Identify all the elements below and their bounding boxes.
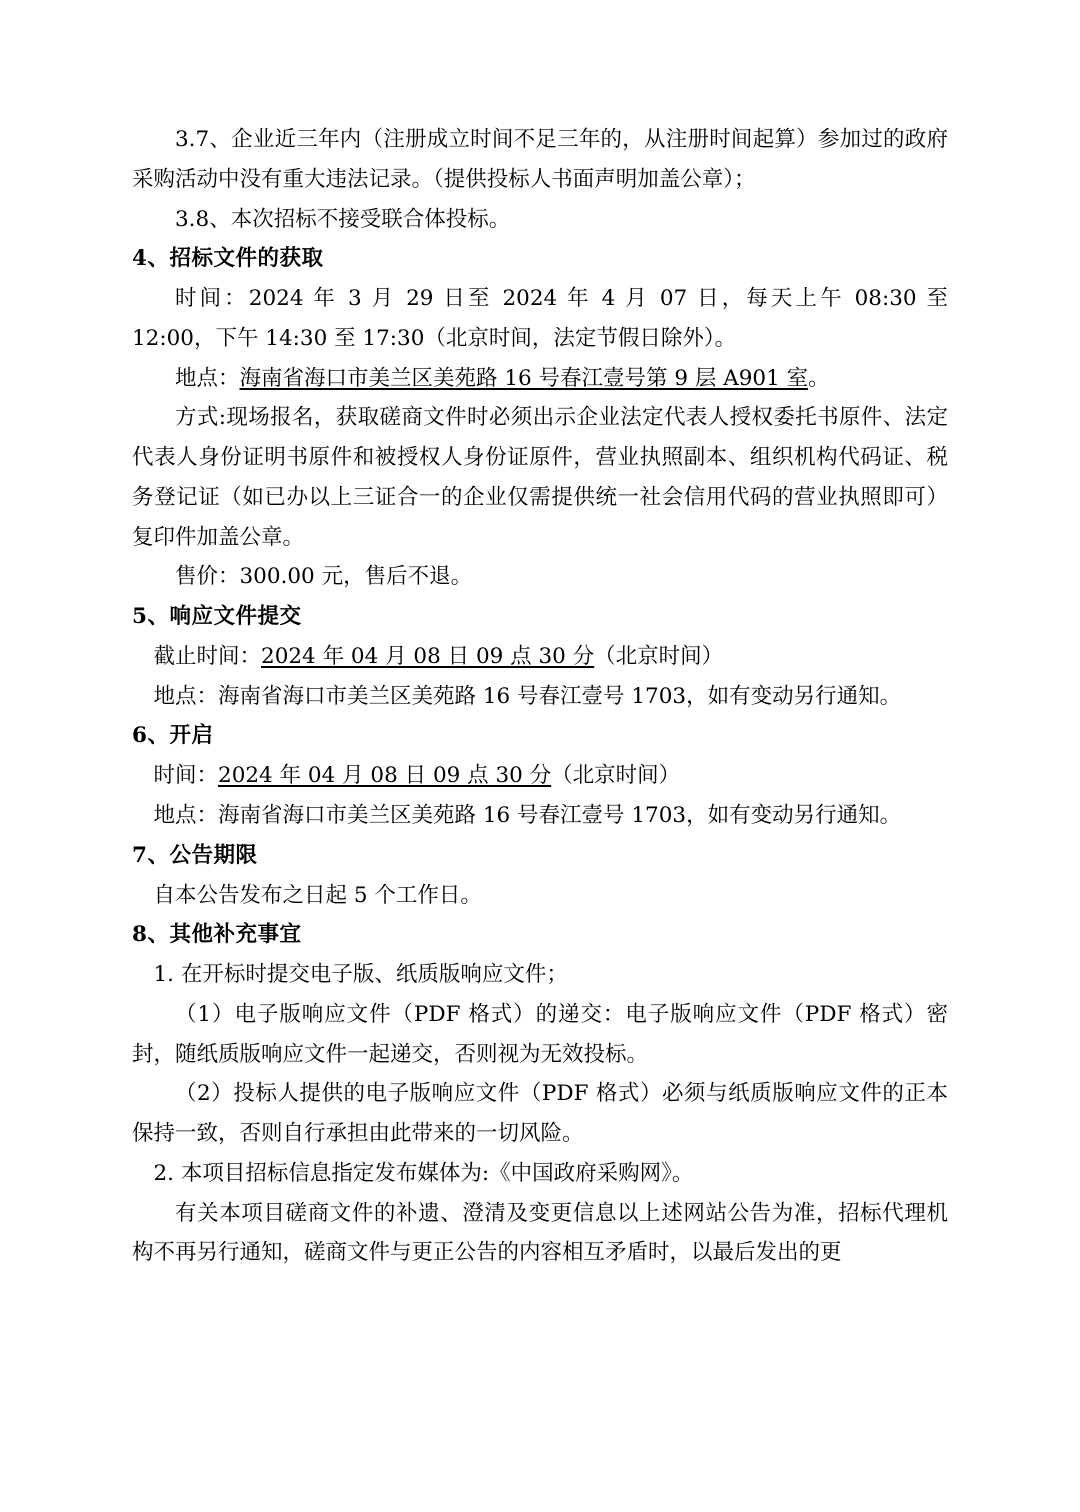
supplement-item-1: 1. 在开标时提交电子版、纸质版响应文件；: [153, 962, 568, 988]
acquisition-place-suffix: 。: [808, 365, 830, 391]
clause-3-8: 3.8、本次招标不接受联合体投标。: [175, 206, 511, 232]
supplement-item-3: 有关本项目磋商文件的补遗、澄清及变更信息以上述网站公告为准，招标代理机构不再另行通知，磋商文件与更正公告的内容相互矛盾时，以最后发出的更: [132, 1200, 948, 1266]
acquisition-method: 方式:现场报名，获取磋商文件时必须出示企业法定代表人授权委托书原件、法定代表人身份证明书原件和被授权人身份证原件，营业执照副本、组织机构代码证、税务登记证（如已办以上三证合一的企业仅需提供统一社会信用代码的营业执照即可）复印件加盖公章。: [132, 405, 948, 550]
section-heading-5: 5、响应文件提交: [132, 604, 302, 630]
submission-deadline-value: 2024 年 04 月 08 日 09 点 30 分: [261, 643, 595, 669]
section-heading-4: 4、招标文件的获取: [132, 246, 324, 272]
clause-3-7: 3.7、企业近三年内（注册成立时间不足三年的，从注册时间起算）参加过的政府采购活动中没有重大违法记录。（提供投标人书面声明加盖公章）；: [132, 127, 948, 192]
submission-place: 地点：海南省海口市美兰区美苑路 16 号春江壹号 1703，如有变动另行通知。: [153, 683, 902, 709]
document-body: [132, 120, 948, 1273]
section-heading-8: 8、其他补充事宜: [132, 922, 302, 948]
announcement-period: 自本公告发布之日起 5 个工作日。: [153, 882, 482, 908]
opening-place: 地点：海南省海口市美兰区美苑路 16 号春江壹号 1703，如有变动另行通知。: [153, 803, 902, 829]
acquisition-time: 时间：2024 年 3 月 29 日至 2024 年 4 月 07 日，每天上午 08:30 至 12:00，下午 14:30 至 17:30（北京时间，法定节假日除外）。: [132, 286, 948, 351]
acquisition-place-prefix: 地点：: [175, 365, 240, 391]
submission-deadline-suffix: （北京时间）: [594, 643, 724, 669]
section-heading-6: 6、开启: [132, 723, 214, 749]
supplement-item-2: 2. 本项目招标信息指定发布媒体为:《中国政府采购网》。: [153, 1160, 694, 1186]
opening-time-value: 2024 年 04 月 08 日 09 点 30 分: [218, 763, 552, 789]
submission-deadline: [132, 637, 948, 677]
supplement-item-1-2: （2）投标人提供的电子版响应文件（PDF 格式）必须与纸质版响应文件的正本保持一致，否则自行承担由此带来的一切风险。: [132, 1081, 948, 1147]
submission-deadline-prefix: 截止时间：: [153, 643, 262, 669]
acquisition-place-address: 海南省海口市美兰区美苑路 16 号春江壹号第 9 层 A901 室: [239, 365, 809, 391]
acquisition-place: [132, 359, 948, 399]
opening-time-prefix: 时间：: [153, 763, 219, 789]
opening-time-suffix: （北京时间）: [551, 763, 681, 789]
supplement-item-1-1: （1）电子版响应文件（PDF 格式）的递交：电子版响应文件（PDF 格式）密封，随纸质版响应文件一起递交，否则视为无效投标。: [132, 1001, 948, 1067]
acquisition-price: 售价：300.00 元，售后不退。: [175, 564, 473, 590]
section-heading-7: 7、公告期限: [132, 842, 258, 868]
opening-time: [132, 756, 948, 796]
